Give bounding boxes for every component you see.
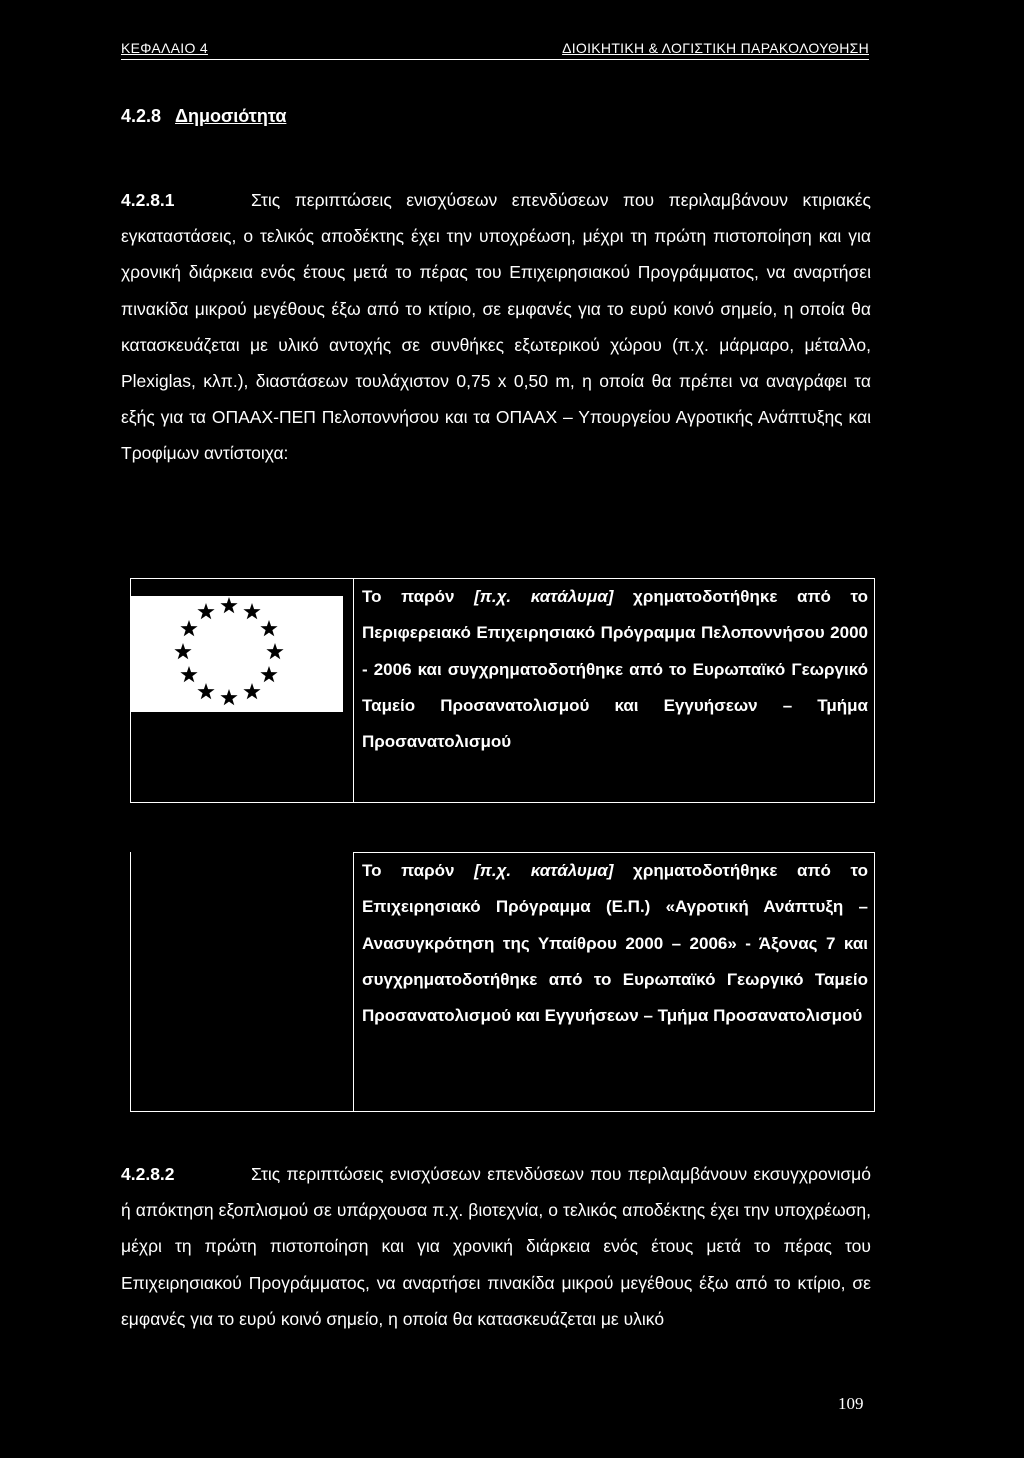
frame-line — [130, 578, 354, 579]
sign-text: χρηματοδοτήθηκε από το Επιχειρησιακό Πρόγραμμα (Ε.Π.) «Αγροτική Ανάπτυξη – Ανασυγκρότηση της Υπαίθρου 2000 – 2006» - Άξονας 7 και συγχρηματοδοτήθηκε από το Ευρωπαϊκό Γεωργικό Ταμείο Προσανατολισμού και Εγγυήσεων – Τμήμα Προσανατολισμού — [362, 861, 868, 1026]
chapter-title: ΔΙΟΙΚΗΤΙΚΗ & ΛΟΓΙΣΤΙΚΗ ΠΑΡΑΚΟΛΟΥΘΗΣΗ — [562, 40, 869, 56]
paragraph-text: Στις περιπτώσεις ενισχύσεων επενδύσεων που περιλαμβάνουν εκσυγχρονισμό ή απόκτηση εξοπλισμού σε υπάρχουσα π.χ. βιοτεχνία, ο τελικός αποδέκτης έχει την υποχρέωση, μέχρι τη πρώτη πιστοποίηση και για χρονική διάρκεια ενός έτους μετά το πέρας του Επιχειρησιακού Προγράμματος, να αναρτήσει πινακίδα μικρού μεγέθους έξω από το κτίριο, σε εμφανές για το ευρύ κοινό σημείο, η οποία θα κατασκευάζεται με υλικό — [121, 1164, 871, 1329]
paragraph-text: Στις περιπτώσεις ενισχύσεων επενδύσεων που περιλαμβάνουν κτιριακές εγκαταστάσεις, ο τελικός αποδέκτης έχει την υποχρέωση, μέχρι τη πρώτη πιστοποίηση και για χρονική διάρκεια ενός έτους μετά το πέρας του Επιχειρησιακού Προγράμματος, να αναρτήσει πινακίδα μικρού μεγέθους έξω από το κτίριο, σε εμφανές για το ευρύ κοινό σημείο, η οποία θα κατασκευάζεται με υλικό αντοχής σε συνθήκες εξωτερικού χώρου (π.χ. μάρμαρο, μέταλλο, Plexiglas, κλπ.), διαστάσεων τουλάχιστον 0,75 x 0,50 m, η οποία θα πρέπει να αναγράφει τα εξής για τα ΟΠΑΑΧ-ΠΕΠ Πελοποννήσου και τα ΟΠΑΑΧ – Υπουργείου Αγροτικής Ανάπτυξης και Τροφίμων αντίστοιχα: — [121, 190, 871, 464]
eu-flag-icon — [131, 596, 343, 712]
frame-line — [130, 1111, 354, 1112]
paragraph-number: 4.2.8.1 — [121, 190, 175, 210]
sign-lead: Το παρόν — [362, 587, 475, 606]
page-header — [121, 40, 869, 60]
chapter-label: ΚΕΦΑΛΑΙΟ 4 — [121, 40, 208, 56]
page-number: 109 — [838, 1394, 864, 1413]
sign-text-box-ministry — [353, 852, 875, 1112]
section-number: 4.2.8 — [121, 106, 162, 126]
section-title: Δημοσιότητα — [175, 106, 287, 126]
sign-text: χρηματοδοτήθηκε από το Περιφερειακό Επιχειρησιακό Πρόγραμμα Πελοποννήσου 2000 - 2006 και συγχρηματοδοτήθηκε από το Ευρωπαϊκό Γεωργικό Ταμείο Προσανατολισμού και Εγγυήσεων – Τμήμα Προσανατολισμού — [362, 587, 868, 752]
sign-text-box-pep — [353, 578, 875, 803]
paragraph-4-2-8-2 — [121, 1156, 871, 1337]
sign-example-italic: [π.χ. κατάλυμα] — [474, 587, 614, 606]
section-heading — [121, 106, 286, 127]
sign-lead: Το παρόν — [362, 861, 475, 880]
paragraph-number: 4.2.8.2 — [121, 1164, 175, 1184]
sign-example-italic: [π.χ. κατάλυμα] — [474, 861, 614, 880]
paragraph-4-2-8-1 — [121, 182, 871, 472]
frame-line — [130, 802, 354, 803]
frame-line — [130, 852, 131, 1112]
